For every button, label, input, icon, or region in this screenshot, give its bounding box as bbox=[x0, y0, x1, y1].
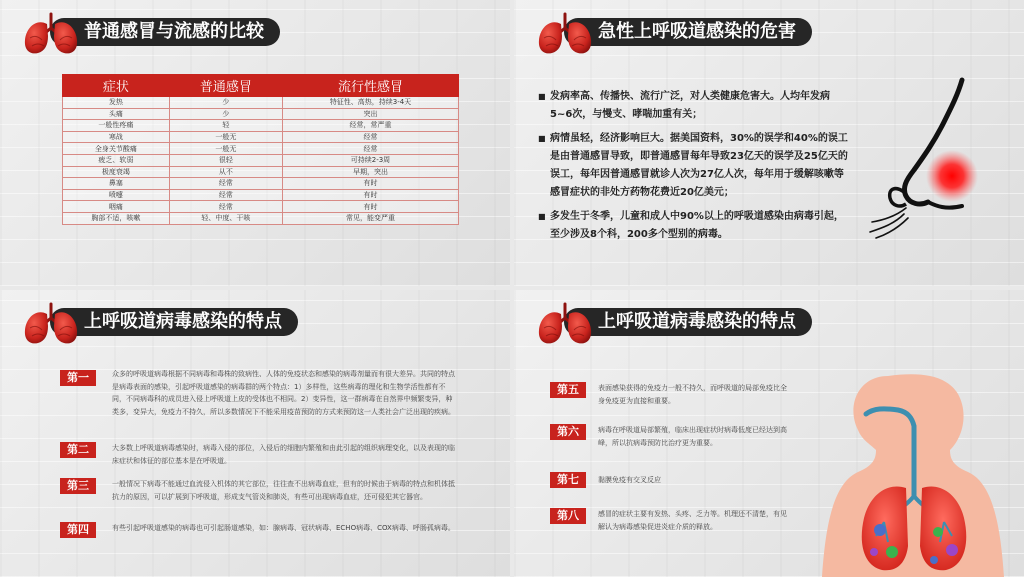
table-cell: 寒战 bbox=[63, 131, 170, 143]
feature-tag: 第五 bbox=[550, 382, 586, 398]
feature-tag: 第一 bbox=[60, 370, 96, 386]
table-header-row bbox=[63, 75, 459, 97]
lungs-icon bbox=[22, 10, 80, 56]
nose-illustration bbox=[866, 76, 978, 246]
comparison-table bbox=[62, 74, 459, 225]
feature-text: 病毒在呼吸道局部繁殖，临床出现症状时病毒低度已经达到高峰，所以抗病毒预防比治疗更为重要。 bbox=[598, 426, 787, 447]
feature-item bbox=[550, 472, 790, 488]
table-cell: 胸部不适，咳嗽 bbox=[63, 212, 170, 224]
table-cell: 特征性、高热，持续3-4天 bbox=[282, 97, 458, 109]
table-row bbox=[63, 143, 459, 155]
panel-title: 上呼吸道病毒感染的特点 bbox=[564, 308, 812, 336]
feature-tag: 第八 bbox=[550, 508, 586, 524]
table-cell: 轻 bbox=[169, 120, 282, 132]
lungs-icon bbox=[22, 300, 80, 346]
table-cell: 有时 bbox=[282, 178, 458, 190]
table-body bbox=[63, 97, 459, 225]
table-cell: 常见，能变严重 bbox=[282, 212, 458, 224]
respiratory-system-illustration bbox=[818, 366, 1008, 577]
header-symptom: 症状 bbox=[63, 75, 170, 97]
table-row bbox=[63, 166, 459, 178]
feature-tag: 第六 bbox=[550, 424, 586, 440]
feature-item bbox=[60, 442, 455, 467]
table-row bbox=[63, 178, 459, 190]
lungs-icon bbox=[536, 300, 594, 346]
table-cell: 轻、中度、干咳 bbox=[169, 212, 282, 224]
table-row bbox=[63, 97, 459, 109]
bullet-item: ■ 发病率高、传播快、流行广泛，对人类健康危害大。人均年发病5~6次，与慢支、哮喘加重有关； bbox=[538, 88, 848, 124]
table-cell: 有时 bbox=[282, 189, 458, 201]
feature-text: 大多数上呼吸道病毒感染时，病毒入侵的部位，入侵后的细胞内繁殖和由此引起的组织病理变化，以及表现的临床症状和体征的部位基本是在呼吸道。 bbox=[112, 444, 455, 465]
table-cell: 疲乏、软弱 bbox=[63, 154, 170, 166]
panel-harm bbox=[514, 0, 1024, 286]
feature-item bbox=[60, 522, 455, 538]
feature-item bbox=[60, 370, 455, 418]
bullet-list bbox=[538, 88, 848, 250]
feature-item bbox=[60, 478, 455, 503]
panel-features-2 bbox=[514, 290, 1024, 577]
table-cell: 经常 bbox=[282, 131, 458, 143]
table-row bbox=[63, 201, 459, 213]
panel-title: 上呼吸道病毒感染的特点 bbox=[50, 308, 298, 336]
table-cell: 经常 bbox=[169, 178, 282, 190]
table-row bbox=[63, 120, 459, 132]
table-cell: 头痛 bbox=[63, 108, 170, 120]
table-cell: 从不 bbox=[169, 166, 282, 178]
feature-tag: 第三 bbox=[60, 478, 96, 494]
panel-title: 急性上呼吸道感染的危害 bbox=[564, 18, 812, 46]
table-row bbox=[63, 189, 459, 201]
table-cell: 经常 bbox=[169, 201, 282, 213]
table-cell: 一般性疼痛 bbox=[63, 120, 170, 132]
lungs-icon bbox=[536, 10, 594, 56]
feature-item bbox=[550, 424, 790, 449]
table-row bbox=[63, 108, 459, 120]
table-row bbox=[63, 131, 459, 143]
feature-tag: 第四 bbox=[60, 522, 96, 538]
feature-text: 感冒的症状主要有发热、头疼、乏力等。机理还不清楚，有见解认为病毒感染促进炎症介质的释放。 bbox=[598, 510, 787, 531]
table-cell: 突出 bbox=[282, 108, 458, 120]
panel-cold-vs-flu bbox=[0, 0, 510, 286]
table-row bbox=[63, 154, 459, 166]
header-common-cold: 普通感冒 bbox=[169, 75, 282, 97]
table-cell: 发热 bbox=[63, 97, 170, 109]
table-cell: 一般无 bbox=[169, 143, 282, 155]
panel-title: 普通感冒与流感的比较 bbox=[50, 18, 280, 46]
table-cell: 可持续2-3周 bbox=[282, 154, 458, 166]
bullet-item: ■ 多发生于冬季，儿童和成人中90%以上的呼吸道感染由病毒引起，至少涉及8个科，200多个型别的病毒。 bbox=[538, 208, 848, 244]
table-cell: 咽痛 bbox=[63, 201, 170, 213]
feature-item bbox=[550, 382, 790, 407]
table-cell: 有时 bbox=[282, 201, 458, 213]
table-cell: 早期，突出 bbox=[282, 166, 458, 178]
table-cell: 很轻 bbox=[169, 154, 282, 166]
table-cell: 经常 bbox=[169, 189, 282, 201]
table-cell: 全身关节酸痛 bbox=[63, 143, 170, 155]
feature-text: 表面感染获得的免疫力一般不持久，而呼吸道的局部免疫比全身免疫更为直接和重要。 bbox=[598, 384, 787, 405]
feature-text: 众多的呼吸道病毒根据不同病毒和毒株的致病性、人体的免疫状态和感染的病毒剂量而有很大差异。共同的特点是病毒表面的感染，引起呼吸道感染的病毒群的两个特点：1）多样性，这些病毒的理化和生物学活性都有不同，不同病毒科的成员进入侵上呼吸道上皮的受体也不相同。2）变异性，这一群病毒在自然界中频繁变异，种类多，变异大，免疫力不持久，所以多数情况下不能采用疫苗预防的方式来预防这一人类社会广泛出现的疾病。 bbox=[112, 370, 455, 416]
bullet-item: ■ 病情虽轻，经济影响巨大。据美国资料，30%的误学和40%的误工是由普通感冒导致，即普通感冒每年导致23亿天的误学及25亿天的误工，每年因普通感冒就诊人次为27亿人次，每年用于缓解咳嗽等感冒症状的非处方药物花费近20亿美元； bbox=[538, 130, 848, 202]
feature-text: 一般情况下病毒不能通过血流侵入机体的其它部位，往往查不出病毒血症，但有的时候由于病毒的特点和机体抵抗力的原因，可以扩展到下呼吸道，形成支气管炎和肺炎，有些可出现病毒血症，还可侵犯其它器官。 bbox=[112, 480, 455, 501]
feature-text: 有些引起呼吸道感染的病毒也可引起肠道感染，如：腺病毒、冠状病毒、ECHO病毒、COX病毒、呼肠孤病毒。 bbox=[112, 524, 455, 532]
table-row bbox=[63, 212, 459, 224]
header-influenza: 流行性感冒 bbox=[282, 75, 458, 97]
table-cell: 鼻塞 bbox=[63, 178, 170, 190]
table-cell: 少 bbox=[169, 108, 282, 120]
feature-tag: 第二 bbox=[60, 442, 96, 458]
panel-features-1 bbox=[0, 290, 510, 577]
table-cell: 经常 bbox=[282, 143, 458, 155]
table-cell: 喷嚏 bbox=[63, 189, 170, 201]
table-cell: 少 bbox=[169, 97, 282, 109]
feature-item bbox=[550, 508, 790, 533]
table-cell: 经常，常严重 bbox=[282, 120, 458, 132]
feature-text: 黏膜免疫有交叉反应 bbox=[598, 476, 661, 484]
table-cell: 一般无 bbox=[169, 131, 282, 143]
table-cell: 极度衰竭 bbox=[63, 166, 170, 178]
feature-tag: 第七 bbox=[550, 472, 586, 488]
